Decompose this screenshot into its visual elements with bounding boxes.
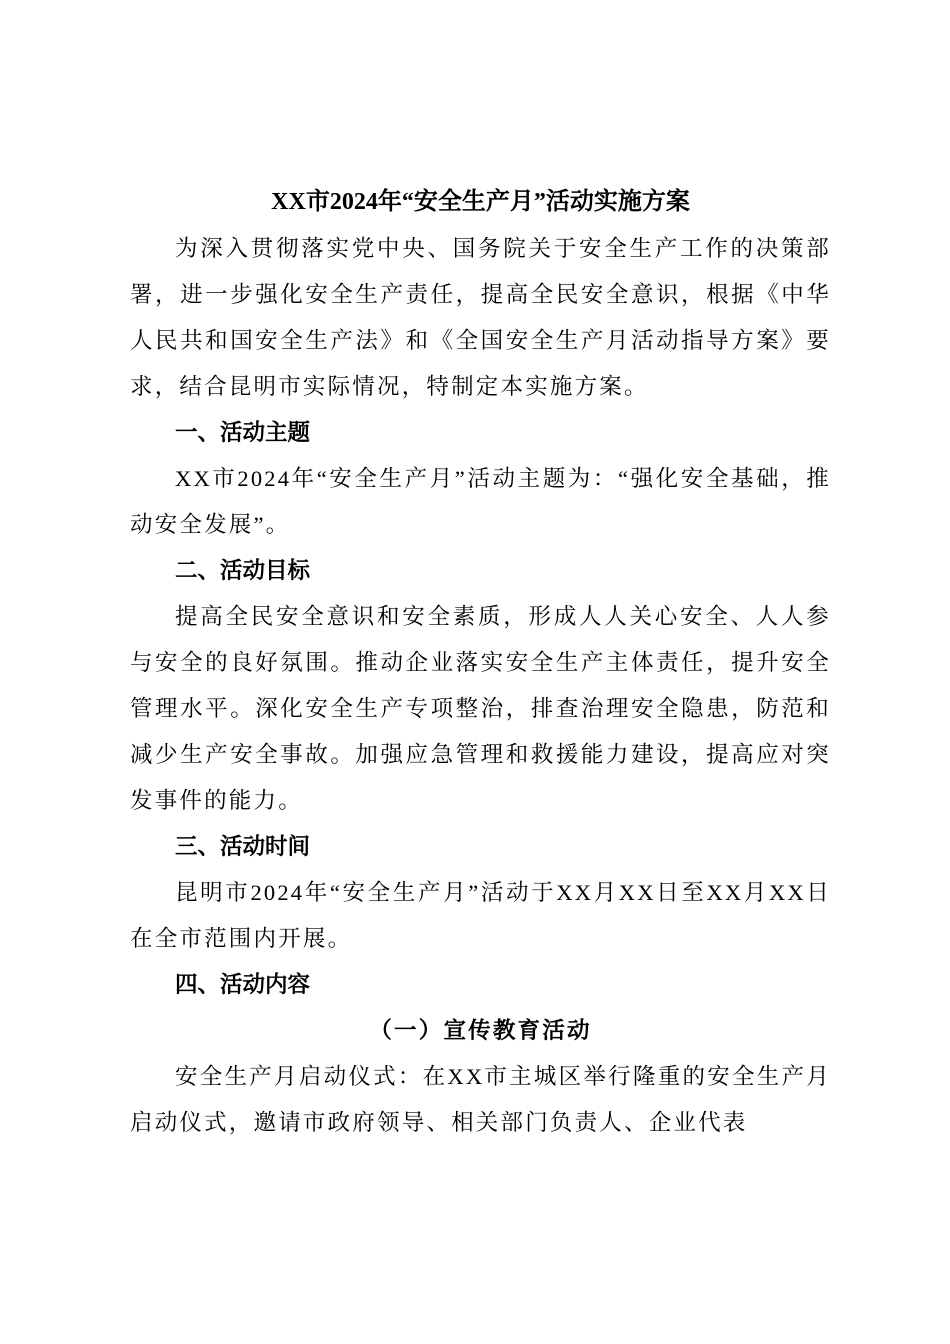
- section-heading-goals: 二、活动目标: [175, 558, 311, 584]
- section-body-goals: 提高全民安全意识和安全素质，形成人人关心安全、人人参与安全的良好氛围。推动企业落实安全生产主体责任，提升安全管理水平。深化安全生产专项整治，排查治理安全隐患，防范和减少生产安全事故。加强应急管理和救援能力建设，提高应对突发事件的能力。: [130, 604, 831, 813]
- section-heading-content: 四、活动内容: [175, 972, 311, 998]
- section-body-time: 昆明市2024年“安全生产月”活动于XX月XX日至XX月XX日在全市范围内开展。: [130, 880, 831, 951]
- document-title: XX市2024年“安全生产月”活动实施方案: [271, 189, 690, 215]
- document-body: [130, 178, 831, 1146]
- section-body-content: 安全生产月启动仪式：在XX市主城区举行隆重的安全生产月启动仪式，邀请市政府领导、相关部门负责人、企业代表: [130, 1064, 831, 1135]
- intro-paragraph: 为深入贯彻落实党中央、国务院关于安全生产工作的决策部署，进一步强化安全生产责任，提高全民安全意识，根据《中华人民共和国安全生产法》和《全国安全生产月活动指导方案》要求，结合昆明市实际情况，特制定本实施方案。: [130, 236, 831, 399]
- section-body-theme: XX市2024年“安全生产月”活动主题为：“强化安全基础，推动安全发展”。: [130, 466, 831, 537]
- section-heading-theme: 一、活动主题: [175, 420, 311, 446]
- subsection-heading-publicity: （一）宣传教育活动: [369, 1018, 592, 1043]
- section-heading-time: 三、活动时间: [175, 834, 311, 860]
